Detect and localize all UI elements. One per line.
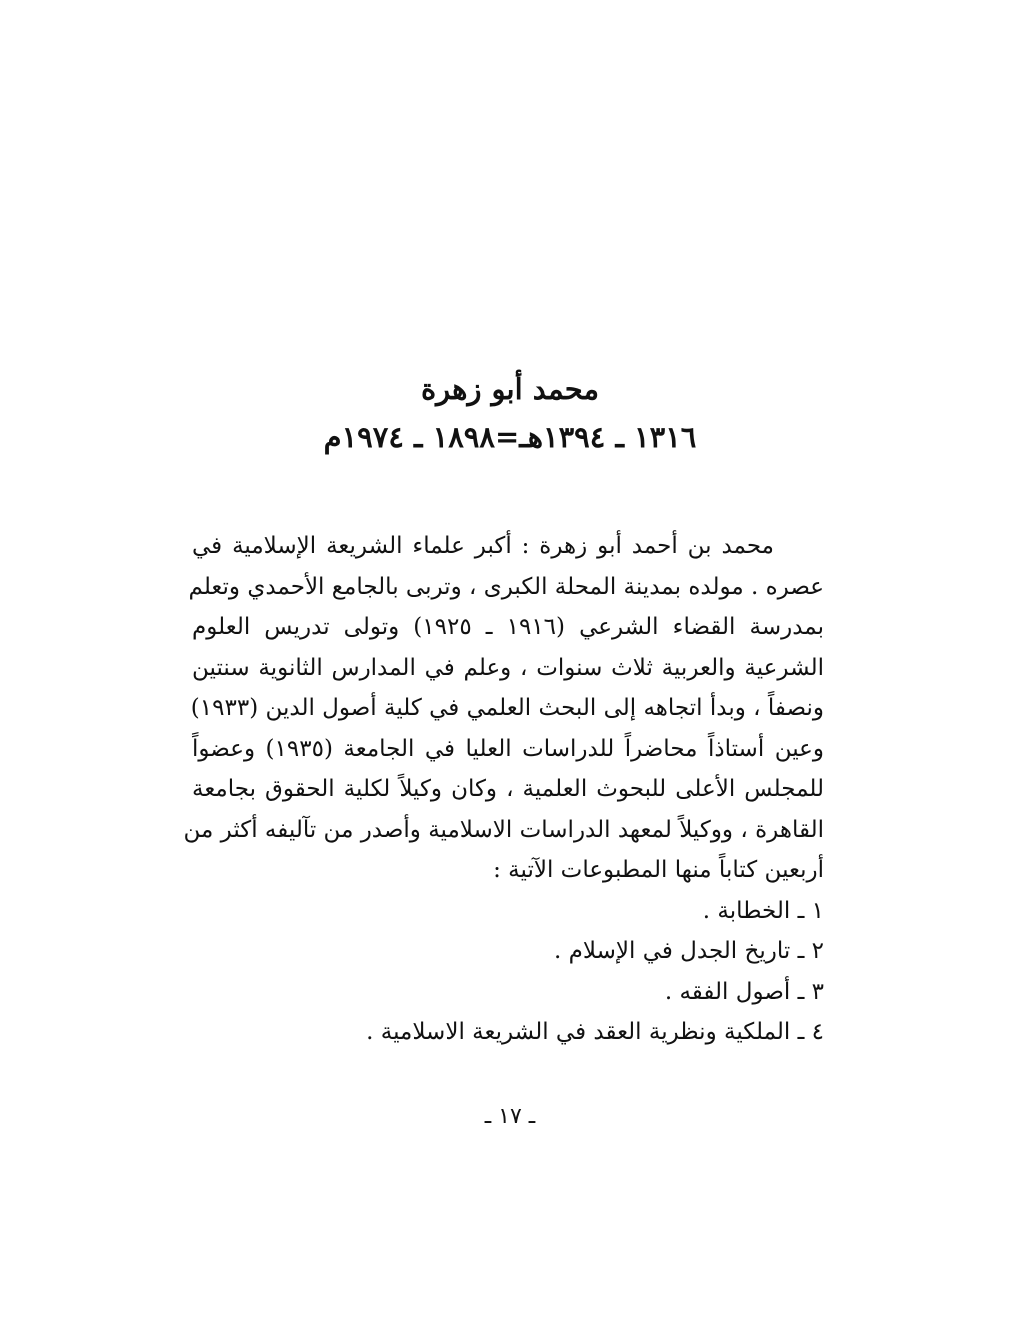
paragraph-line: أربعين كتاباً منها المطبوعات الآتية : bbox=[493, 857, 824, 883]
biography-body bbox=[183, 526, 824, 1053]
works-list-item: ٣ ـ أصول الفقه . bbox=[664, 978, 824, 1005]
works-list-item: ١ ـ الخطابة . bbox=[702, 897, 824, 924]
paragraph-line: للمجلس الأعلى للبحوث العلمية ، وكان وكيلاً لكلية الحقوق بجامعة bbox=[192, 776, 824, 802]
biography-title: محمد أبو زهرة bbox=[420, 372, 600, 406]
paragraph-line: محمد بن أحمد أبو زهرة : أكبر علماء الشريعة الإسلامية في bbox=[192, 533, 774, 559]
paragraph-line: الشرعية والعربية ثلاث سنوات ، وعلم في المدارس الثانوية سنتين bbox=[192, 654, 824, 681]
paragraph-line: ونصفاً ، وبدأ اتجاهه إلى البحث العلمي في كلية أصول الدين (١٩٣٣) bbox=[190, 695, 824, 721]
paragraph-line: بمدرسة القضاء الشرعي (١٩١٦ ـ ١٩٢٥) وتولى تدريس العلوم bbox=[192, 614, 824, 640]
paragraph-line: عصره . مولده بمدينة المحلة الكبرى ، وتربى بالجامع الأحمدي وتعلم bbox=[188, 573, 824, 600]
biography-dates: ١٣١٦ ـ ١٣٩٤هـ=١٨٩٨ ـ ١٩٧٤م bbox=[323, 420, 697, 454]
works-list bbox=[192, 891, 824, 1053]
works-list-item: ٢ ـ تاريخ الجدل في الإسلام . bbox=[554, 938, 824, 964]
works-list-item: ٤ ـ الملكية ونظرية العقد في الشريعة الاسلامية . bbox=[366, 1019, 824, 1045]
biography-paragraph bbox=[183, 526, 824, 891]
paragraph-line: القاهرة ، ووكيلاً لمعهد الدراسات الاسلامية وأصدر من تآليفه أكثر من bbox=[183, 816, 824, 843]
page-number: ـ ١٧ ـ bbox=[484, 1104, 536, 1129]
paragraph-line: وعين أستاذاً محاضراً للدراسات العليا في الجامعة (١٩٣٥) وعضواً bbox=[192, 735, 824, 762]
